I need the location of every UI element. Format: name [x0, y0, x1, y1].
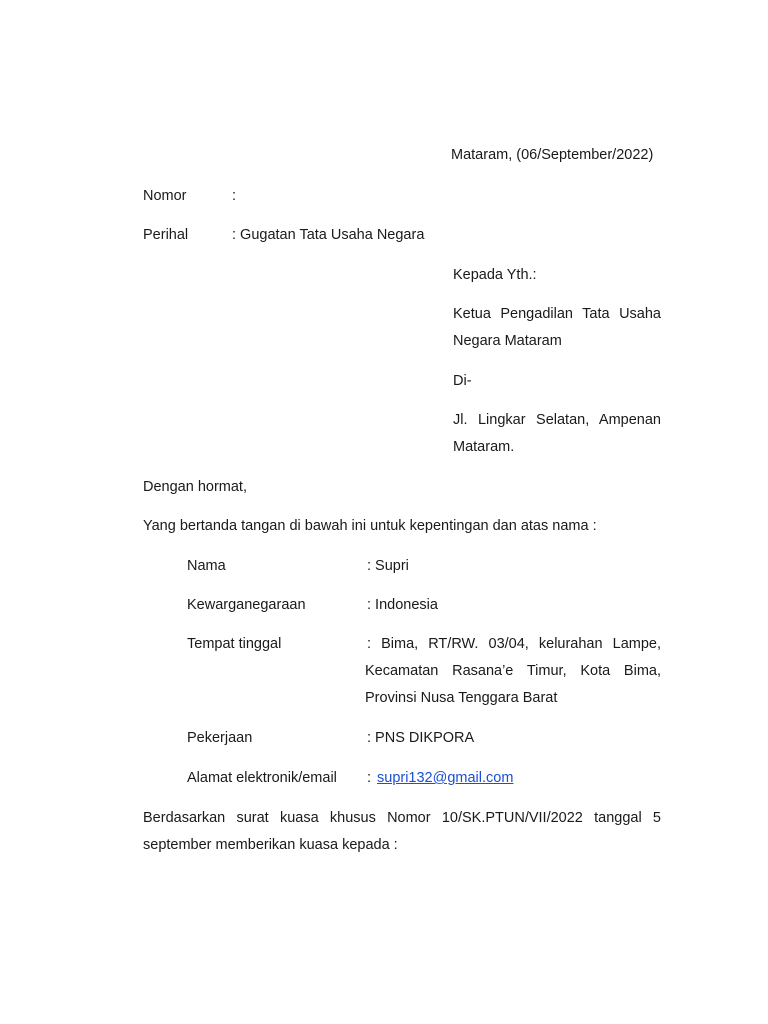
nama-label: Nama — [187, 558, 226, 574]
perihal-label: Perihal — [143, 227, 189, 243]
tempat-tinggal-label: Tempat tinggal — [187, 636, 282, 652]
recipient-address-a: Jl. Lingkar Selatan, Ampenan — [453, 412, 661, 428]
recipient-di: Di- — [453, 373, 472, 389]
tempat-tinggal-line-3: Provinsi Nusa Tenggara Barat — [365, 690, 558, 706]
kepada-yth: Kepada Yth.: — [453, 267, 537, 283]
nomor-value: : — [232, 188, 237, 204]
nama-value: : Supri — [367, 558, 409, 574]
email-link[interactable]: supri132@gmail.com — [377, 770, 514, 786]
email-colon: : — [367, 770, 372, 786]
kewarganegaraan-label: Kewarganegaraan — [187, 597, 306, 613]
recipient-address-b: Mataram. — [453, 439, 515, 455]
kewarganegaraan-value: : Indonesia — [367, 597, 438, 613]
nomor-label: Nomor — [143, 188, 187, 204]
closing-line-2: september memberikan kuasa kepada : — [143, 837, 398, 853]
intro-text: Yang bertanda tangan di bawah ini untuk kepentingan dan atas nama : — [143, 518, 597, 534]
recipient-line-1a: Ketua Pengadilan Tata Usaha — [453, 306, 661, 322]
pekerjaan-label: Pekerjaan — [187, 730, 253, 746]
salutation: Dengan hormat, — [143, 479, 247, 495]
place-date: Mataram, (06/September/2022) — [451, 147, 654, 163]
recipient-line-1b: Negara Mataram — [453, 333, 562, 349]
tempat-tinggal-line-2: Kecamatan Rasana’e Timur, Kota Bima, — [365, 663, 661, 679]
tempat-tinggal-line-1: : Bima, RT/RW. 03/04, kelurahan Lampe, — [367, 636, 661, 652]
pekerjaan-value: : PNS DIKPORA — [367, 730, 475, 746]
closing-line-1: Berdasarkan surat kuasa khusus Nomor 10/SK.PTUN/VII/2022 tanggal 5 — [143, 810, 661, 826]
email-label: Alamat elektronik/email — [187, 770, 337, 786]
perihal-value: : Gugatan Tata Usaha Negara — [232, 227, 425, 243]
